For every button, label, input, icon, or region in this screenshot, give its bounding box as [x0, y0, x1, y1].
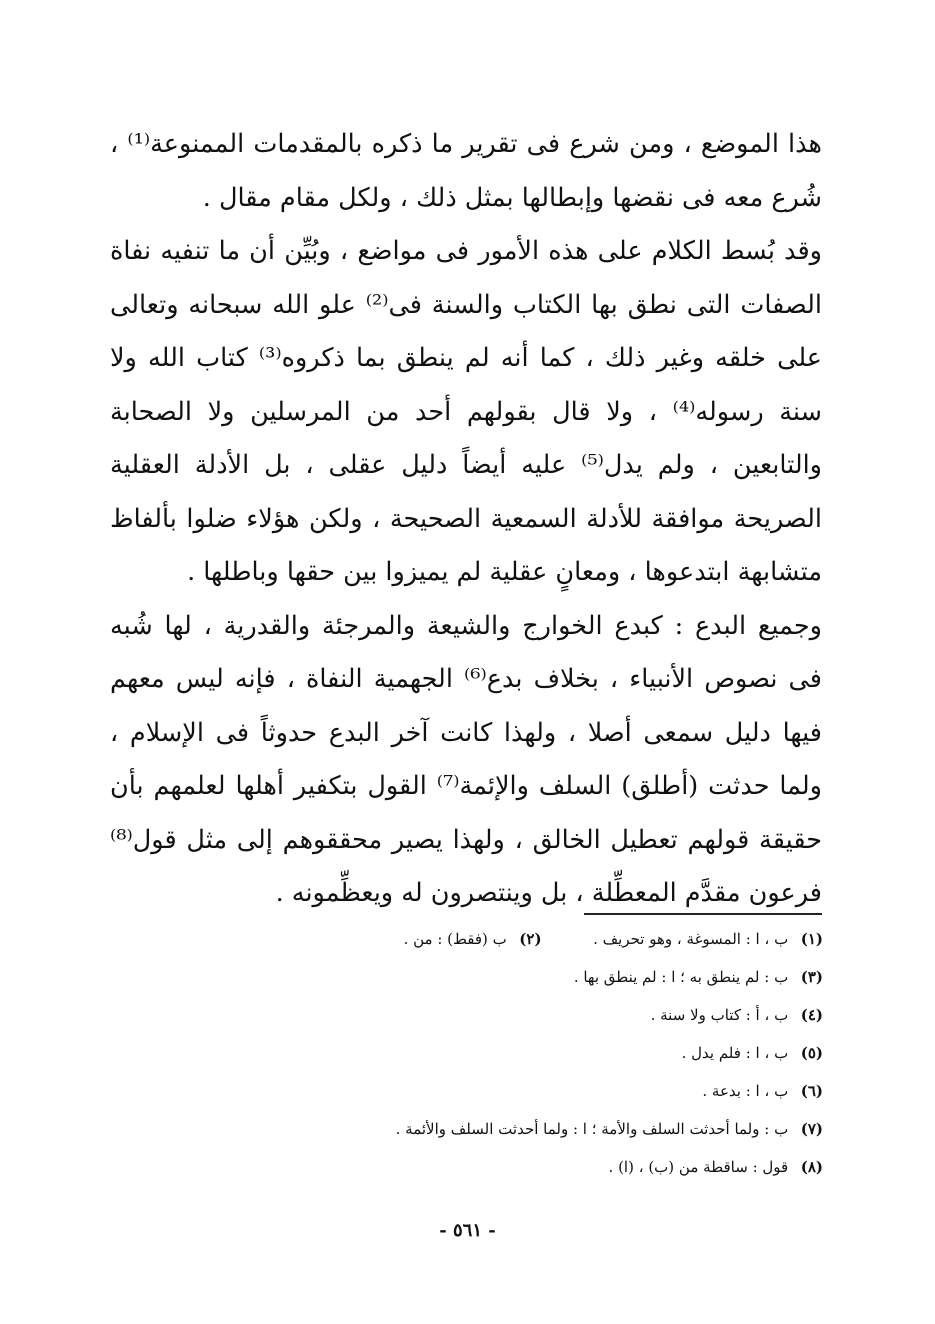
footnote-number: (٦): [800, 1082, 823, 1100]
footnote-text: ب ، أ : كتاب ولا سنة .: [650, 1006, 789, 1024]
footnote-text: ب ، ا : المسوغة ، وهو تحريف .: [593, 930, 789, 948]
footnote-number: (٢): [519, 930, 542, 948]
footnote-text: ب : ولما أحدثت السلف والأمة ؛ ا : ولما أحدثت السلف والأئمة .: [395, 1120, 789, 1138]
page-number: - ٥٦١ -: [439, 1220, 496, 1241]
footnote-text: ب ، ا : بدعة .: [702, 1082, 789, 1100]
paragraph-3: وجميع البدع : كبدع الخوارج والشيعة والمرجئة والقدرية ، لها شُبه فى نصوص الأنبياء ، بخلاف بدع⁽⁶⁾ الجهمية النفاة ، فإنه ليس معهم فيها دليل سمعى أصلا ، ولهذا كانت آخر البدع حدوثاً فى الإسلام ، ولما حدثت (أطلق) السلف والإئمة⁽⁷⁾ القول بتكفير أهلها لعلمهم بأن حقيقة قولهم تعطيل الخالق ، ولهذا يصير محققوهم إلى مثل قول⁽⁸⁾ فرعون مقدَّم المعطِّلة ، بل وينتصرون له ويعظِّمونه .: [110, 610, 822, 908]
footnote-number: (٣): [800, 968, 823, 986]
footnote-number: (٥): [800, 1044, 823, 1062]
footnote-text: قول : ساقطة من (ب) ، (ا) .: [608, 1158, 789, 1176]
footnote-8: [263, 1148, 823, 1186]
footnote-text: ب ، ا : فلم يدل .: [681, 1044, 789, 1062]
footnote-1-2: [263, 920, 823, 958]
paragraph-1: هذا الموضع ، ومن شرع فى تقرير ما ذكره بالمقدمات الممنوعة⁽¹⁾ ، شُرع معه فى نقضها وإبطالها بمثل ذلك ، ولكل مقام مقال .: [110, 129, 822, 213]
footnotes: [263, 920, 823, 1186]
paragraph-2: وقد بُسط الكلام على هذه الأمور فى مواضع ، وبُيِّن أن ما تنفيه نفاة الصفات التى نطق بها الكتاب والسنة فى⁽²⁾ علو الله سبحانه وتعالى على خلقه وغير ذلك ، كما أنه لم ينطق بما ذكروه⁽³⁾ كتاب الله ولا سنة رسوله⁽⁴⁾ ، ولا قال بقولهم أحد من المرسلين ولا الصحابة والتابعين ، ولم يدل⁽⁵⁾ عليه أيضاً دليل عقلى ، بل الأدلة العقلية الصريحة موافقة للأدلة السمعية الصحيحة ، ولكن هؤلاء ضلوا بألفاظ متشابهة ابتدعوها ، ومعانٍ عقلية لم يميزوا بين حقها وباطلها .: [110, 236, 822, 587]
footnote-4: [263, 996, 823, 1034]
footnote-6: [263, 1072, 823, 1110]
footnote-number: (٧): [800, 1120, 823, 1138]
footnote-3: [263, 958, 823, 996]
footnote-number: (٤): [800, 1006, 823, 1024]
footnote-number: (١): [800, 930, 823, 948]
main-text: [110, 118, 822, 921]
footnote-text: ب : لم ينطق به ؛ ا : لم ينطق بها .: [573, 968, 789, 986]
footnote-separator: [584, 913, 822, 915]
footnote-7: [263, 1110, 823, 1148]
footnote-5: [263, 1034, 823, 1072]
footnote-number: (٨): [800, 1158, 823, 1176]
footnote-text: ب (فقط) : من .: [403, 930, 507, 948]
